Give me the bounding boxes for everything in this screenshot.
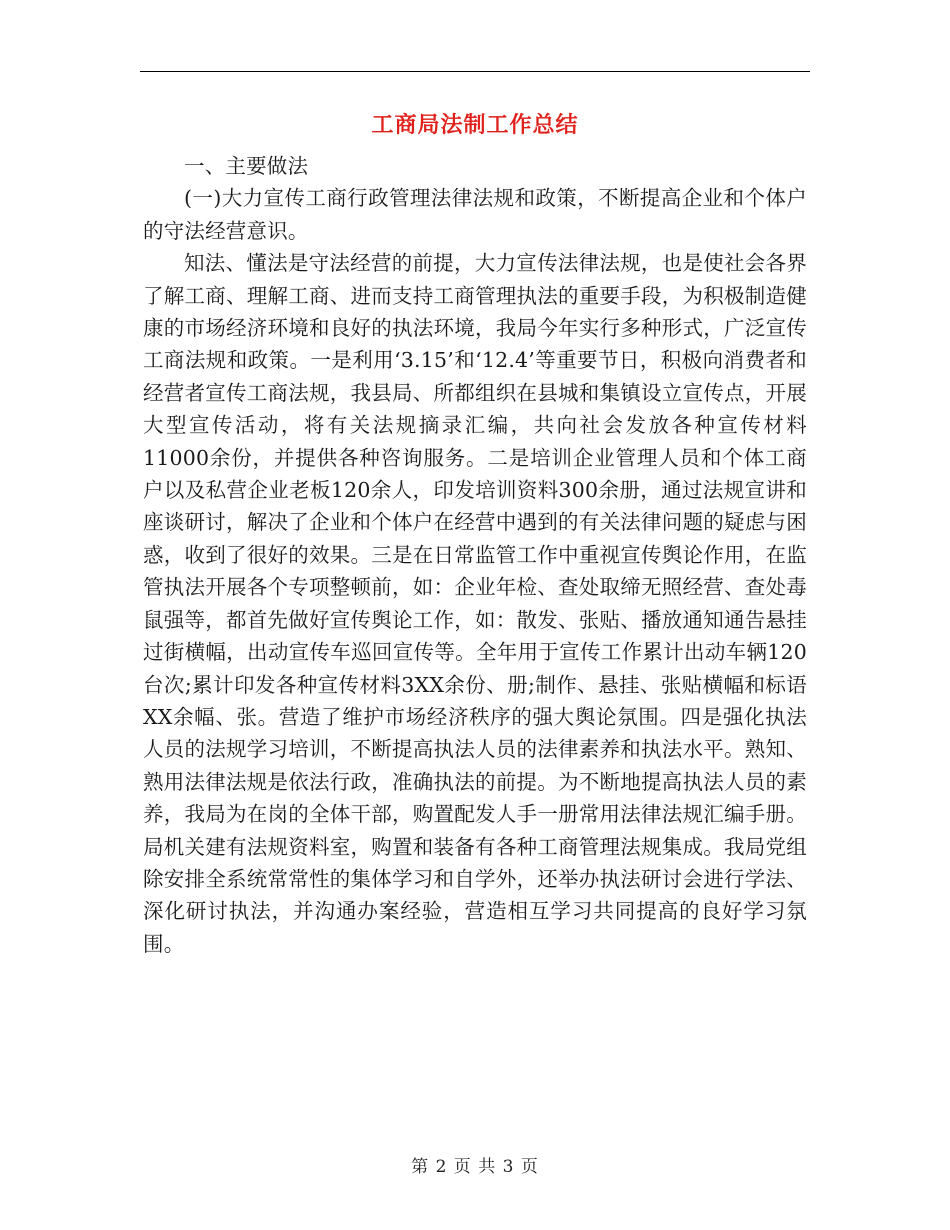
section-heading: 一、主要做法	[184, 154, 309, 178]
page-footer	[0, 1152, 950, 1177]
document-body	[143, 150, 807, 960]
subsection-heading: (一)大力宣传工商行政管理法律法规和政策，不断提高企业和个体户的守法经营意识。	[143, 186, 807, 243]
body-paragraph: 知法、懂法是守法经营的前提，大力宣传法律法规，也是使社会各界了解工商、理解工商、进而支持工商管理执法的重要手段，为积极制造健康的市场经济环境和良好的执法环境，我局今年实行多种形式，广泛宣传工商法规和政策。一是利用‘3.15’和‘12.4’等重要节日，积极向消费者和经营者宣传工商法规，我县局、所都组织在县城和集镇设立宣传点，开展大型宣传活动，将有关法规摘录汇编，共向社会发放各种宣传材料11000余份，并提供各种咨询服务。二是培训企业管理人员和个体工商户以及私营企业老板120余人，印发培训资料300余册，通过法规宣讲和座谈研讨，解决了企业和个体户在经营中遇到的有关法律问题的疑虑与困惑，收到了很好的效果。三是在日常监管工作中重视宣传舆论作用，在监管执法开展各个专项整顿前，如：企业年检、查处取缔无照经营、查处毒鼠强等，都首先做好宣传舆论工作，如：散发、张贴、播放通知通告悬挂过街横幅，出动宣传车巡回宣传等。全年用于宣传工作累计出动车辆120台次;累计印发各种宣传材料3XX余份、册;制作、悬挂、张贴横幅和标语XX余幅、张。营造了维护市场经济秩序的强大舆论氛围。四是强化执法人员的法规学习培训，不断提高执法人员的法律素养和执法水平。熟知、熟用法律法规是依法行政，准确执法的前提。为不断地提高执法人员的素养，我局为在岗的全体干部，购置配发人手一册常用法律法规汇编手册。局机关建有法规资料室，购置和装备有各种工商管理法规集成。我局党组除安排全系统常常性的集体学习和自学外，还举办执法研讨会进行学法、深化研讨执法，并沟通办案经验，营造相互学习共同提高的良好学习氛围。	[143, 251, 807, 956]
header-rule	[140, 71, 810, 72]
document-title: 工商局法制工作总结	[371, 113, 579, 138]
page-number: 第 2 页 共 3 页	[411, 1157, 539, 1177]
